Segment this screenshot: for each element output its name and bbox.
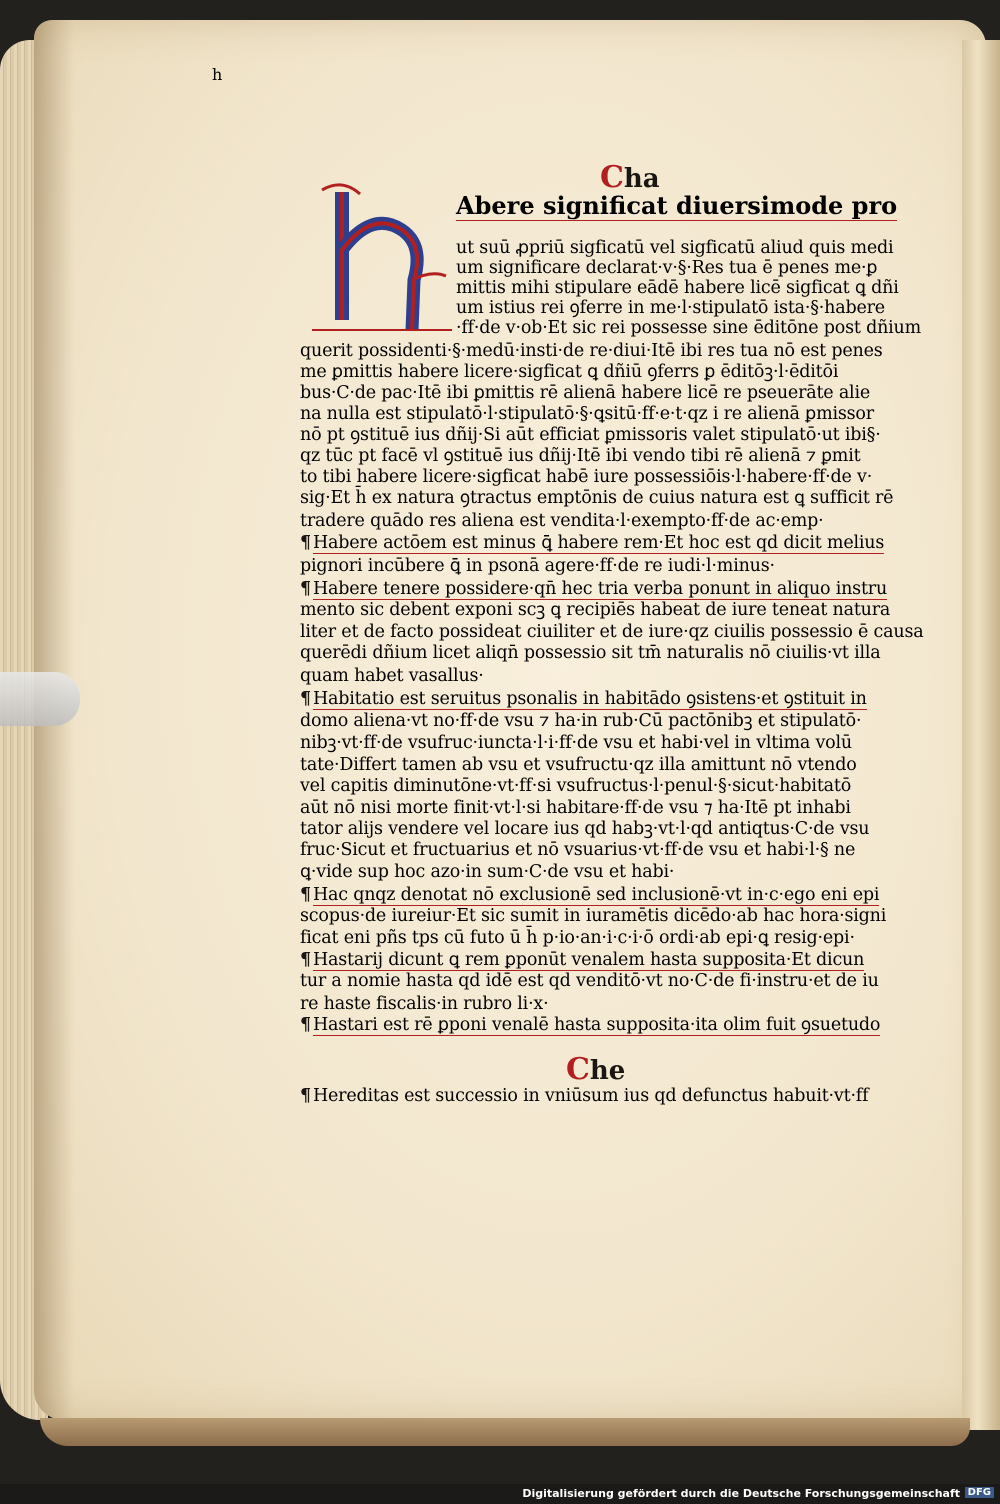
pilcrow-icon: ¶ <box>300 689 311 709</box>
header-text: ha <box>623 164 660 194</box>
initial-letter-text: h <box>212 65 223 84</box>
text-line: ·ff·de v·ob·Et sic rei possesse sine ēditōne post dñium <box>456 318 922 338</box>
rubric-mark: C <box>566 1052 590 1087</box>
text-line: ¶ Hastari est rē ꝑponi venalē hasta supposita·ita olim fuit ꝯsuetudo <box>300 1015 881 1035</box>
text-line: domo aliena·vt no·ff·de vsu ⁊ ha·in rub·Cū pactōnibꝫ et stipulatō· <box>300 711 862 731</box>
section-header <box>566 1052 625 1087</box>
text-line: qz tūc pt facē vl ꝯstituē ius dñij·Itē ibi vendo tibi rē alienā ⁊ ꝑmit <box>300 446 861 466</box>
text-line: fruc·Sicut et fructuarius et nō vsuarius·vt·ff·de vsu et habi·l·§ ne <box>300 840 856 860</box>
text-line: ¶ Habere tenere possidere·qn̄ hec tria verba ponunt in aliquo instru <box>300 579 888 599</box>
text-line: quam habet vasallus· <box>300 666 484 686</box>
text-line: sig·Et h̄ ex natura ꝯtractus emptōnis de cuius natura est ꝗ sufficit rē <box>300 488 894 508</box>
bottom-page-edge <box>40 1418 970 1446</box>
text-line: scopus·de iureiur·Et sic sumit in iuramētis dicēdo·ab hac hora·signi <box>300 906 887 926</box>
footer-credit: Digitalisierung gefördert durch die Deutsche Forschungsgemeinschaft <box>522 1487 960 1500</box>
pilcrow-icon: ¶ <box>300 533 311 553</box>
text-line: pignori incūbere ꝗ̄ in psonā agere·ff·de re iudi·l·minus· <box>300 556 775 576</box>
text-line: tator alijs vendere vel locare ius qd habꝫ·vt·l·qd antiqtus·C·de vsu <box>300 819 870 839</box>
footer-bar <box>0 1484 1000 1504</box>
text-line: tur a nomie hasta qd idē est qd venditō·vt no·C·de fi·instru·et de iu <box>300 971 879 991</box>
text-line: to tibi habere licere·sigficat habē iure possessiōis·l·habere·ff·de v· <box>300 467 873 487</box>
text-line: me ꝑmittis habere licere·sigficat ꝗ dñiū ꝯferrs ꝑ ēditōꝫ·l·ēditōi <box>300 362 839 382</box>
pilcrow-icon: ¶ <box>300 1086 311 1106</box>
text-line: ꝗ·vide sup hoc azo·in sum·C·de vsu et habi· <box>300 862 675 882</box>
text-line: vel capitis diminutōne·vt·ff·si vsufructus·l·penul·§·sicut·habitatō <box>300 776 852 796</box>
page-header <box>600 160 660 195</box>
initial-letter-h <box>212 65 452 330</box>
text-line: mittis mihi stipulare eādē habere licē sigficat ꝗ dñi <box>456 278 899 298</box>
text-line: querit possidenti·§·medū·insti·de re·diui·Itē ibi res tua nō est penes <box>300 341 883 361</box>
text-line: ut suū ꝓpriū sigficatū vel sigficatū aliud quis medi <box>456 238 894 258</box>
pilcrow-icon: ¶ <box>300 1015 311 1035</box>
text-line-last: ¶ Hereditas est successio in vniūsum ius qd defunctus habuit·vt·ff <box>300 1086 869 1106</box>
pilcrow-icon: ¶ <box>300 885 311 905</box>
text-line: um significare declarat·v·§·Res tua ē penes me·ꝑ <box>456 258 878 278</box>
dfg-logo: DFG <box>965 1487 994 1498</box>
pilcrow-icon: ¶ <box>300 950 311 970</box>
text-line: ¶ Hastarij dicunt ꝗ rem ꝑponūt venalem hasta supposita·Et dicun <box>300 950 865 970</box>
text-line: ¶ Hac qnqz denotat nō exclusionē sed inclusionē·vt in·c·ego eni epi <box>300 885 880 905</box>
text-line: ficat eni pñs tps cū futo ū h̄ p·io·an·i·c·i·ō ordi·ab epi·ꝗ resig·epi· <box>300 928 855 948</box>
right-page-edge <box>962 40 1000 1430</box>
text-line: nibꝫ·vt·ff·de vsufruc·iuncta·l·i·ff·de vsu et habi·vel in vltima volū <box>300 733 852 753</box>
text-line: Abere significat diuersimode pro <box>456 191 898 220</box>
text-line: tradere quādo res aliena est vendita·l·exempto·ff·de ac·emp· <box>300 511 824 531</box>
text-line: bus·C·de pac·Itē ibi ꝑmittis rē alienā habere licē re pseuerāte alie <box>300 383 871 403</box>
section-header-text: he <box>589 1056 626 1086</box>
text-line: liter et de facto possideat ciuiliter et de iure·qz ciuilis possessio ē causa <box>300 622 924 642</box>
pilcrow-icon: ¶ <box>300 579 311 599</box>
text-line: ¶ Habere actōem est minus ꝗ̄ habere rem·Et hoc est qd dicit melius <box>300 533 885 553</box>
text-line: mento sic debent exponi scꝫ ꝗ recipiēs habeat de iure teneat natura <box>300 600 891 620</box>
rubric-mark: C <box>600 160 624 195</box>
text-line: tate·Differt tamen ab vsu et vsufructu·qz illa amittunt nō vtendo <box>300 755 857 775</box>
text-line: um istius rei ꝯferre in me·l·stipulatō ista·§·habere <box>456 298 885 318</box>
text-line: nō pt ꝯstituē ius dñij·Si aūt efficiat ꝑmissoris valet stipulatō·ut ibi§· <box>300 425 881 445</box>
text-line: ¶ Habitatio est seruitus psonalis in habitādo ꝯsistens·et ꝯstituit in <box>300 689 867 709</box>
text-line: aūt nō nisi morte finit·vt·l·si habitare·ff·de vsu ⁊ ha·Itē pt inhabi <box>300 798 851 818</box>
clip-tab <box>0 672 80 726</box>
text-line: querēdi dñium licet aliqn̄ possessio sit tm̄ naturalis nō ciuilis·vt illa <box>300 643 881 663</box>
text-line: na nulla est stipulatō·l·stipulatō·§·ꝗsitū·ff·e·t·qz i re alienā ꝑmissor <box>300 404 874 424</box>
text-line: re haste fiscalis·in rubro li·x· <box>300 994 549 1014</box>
